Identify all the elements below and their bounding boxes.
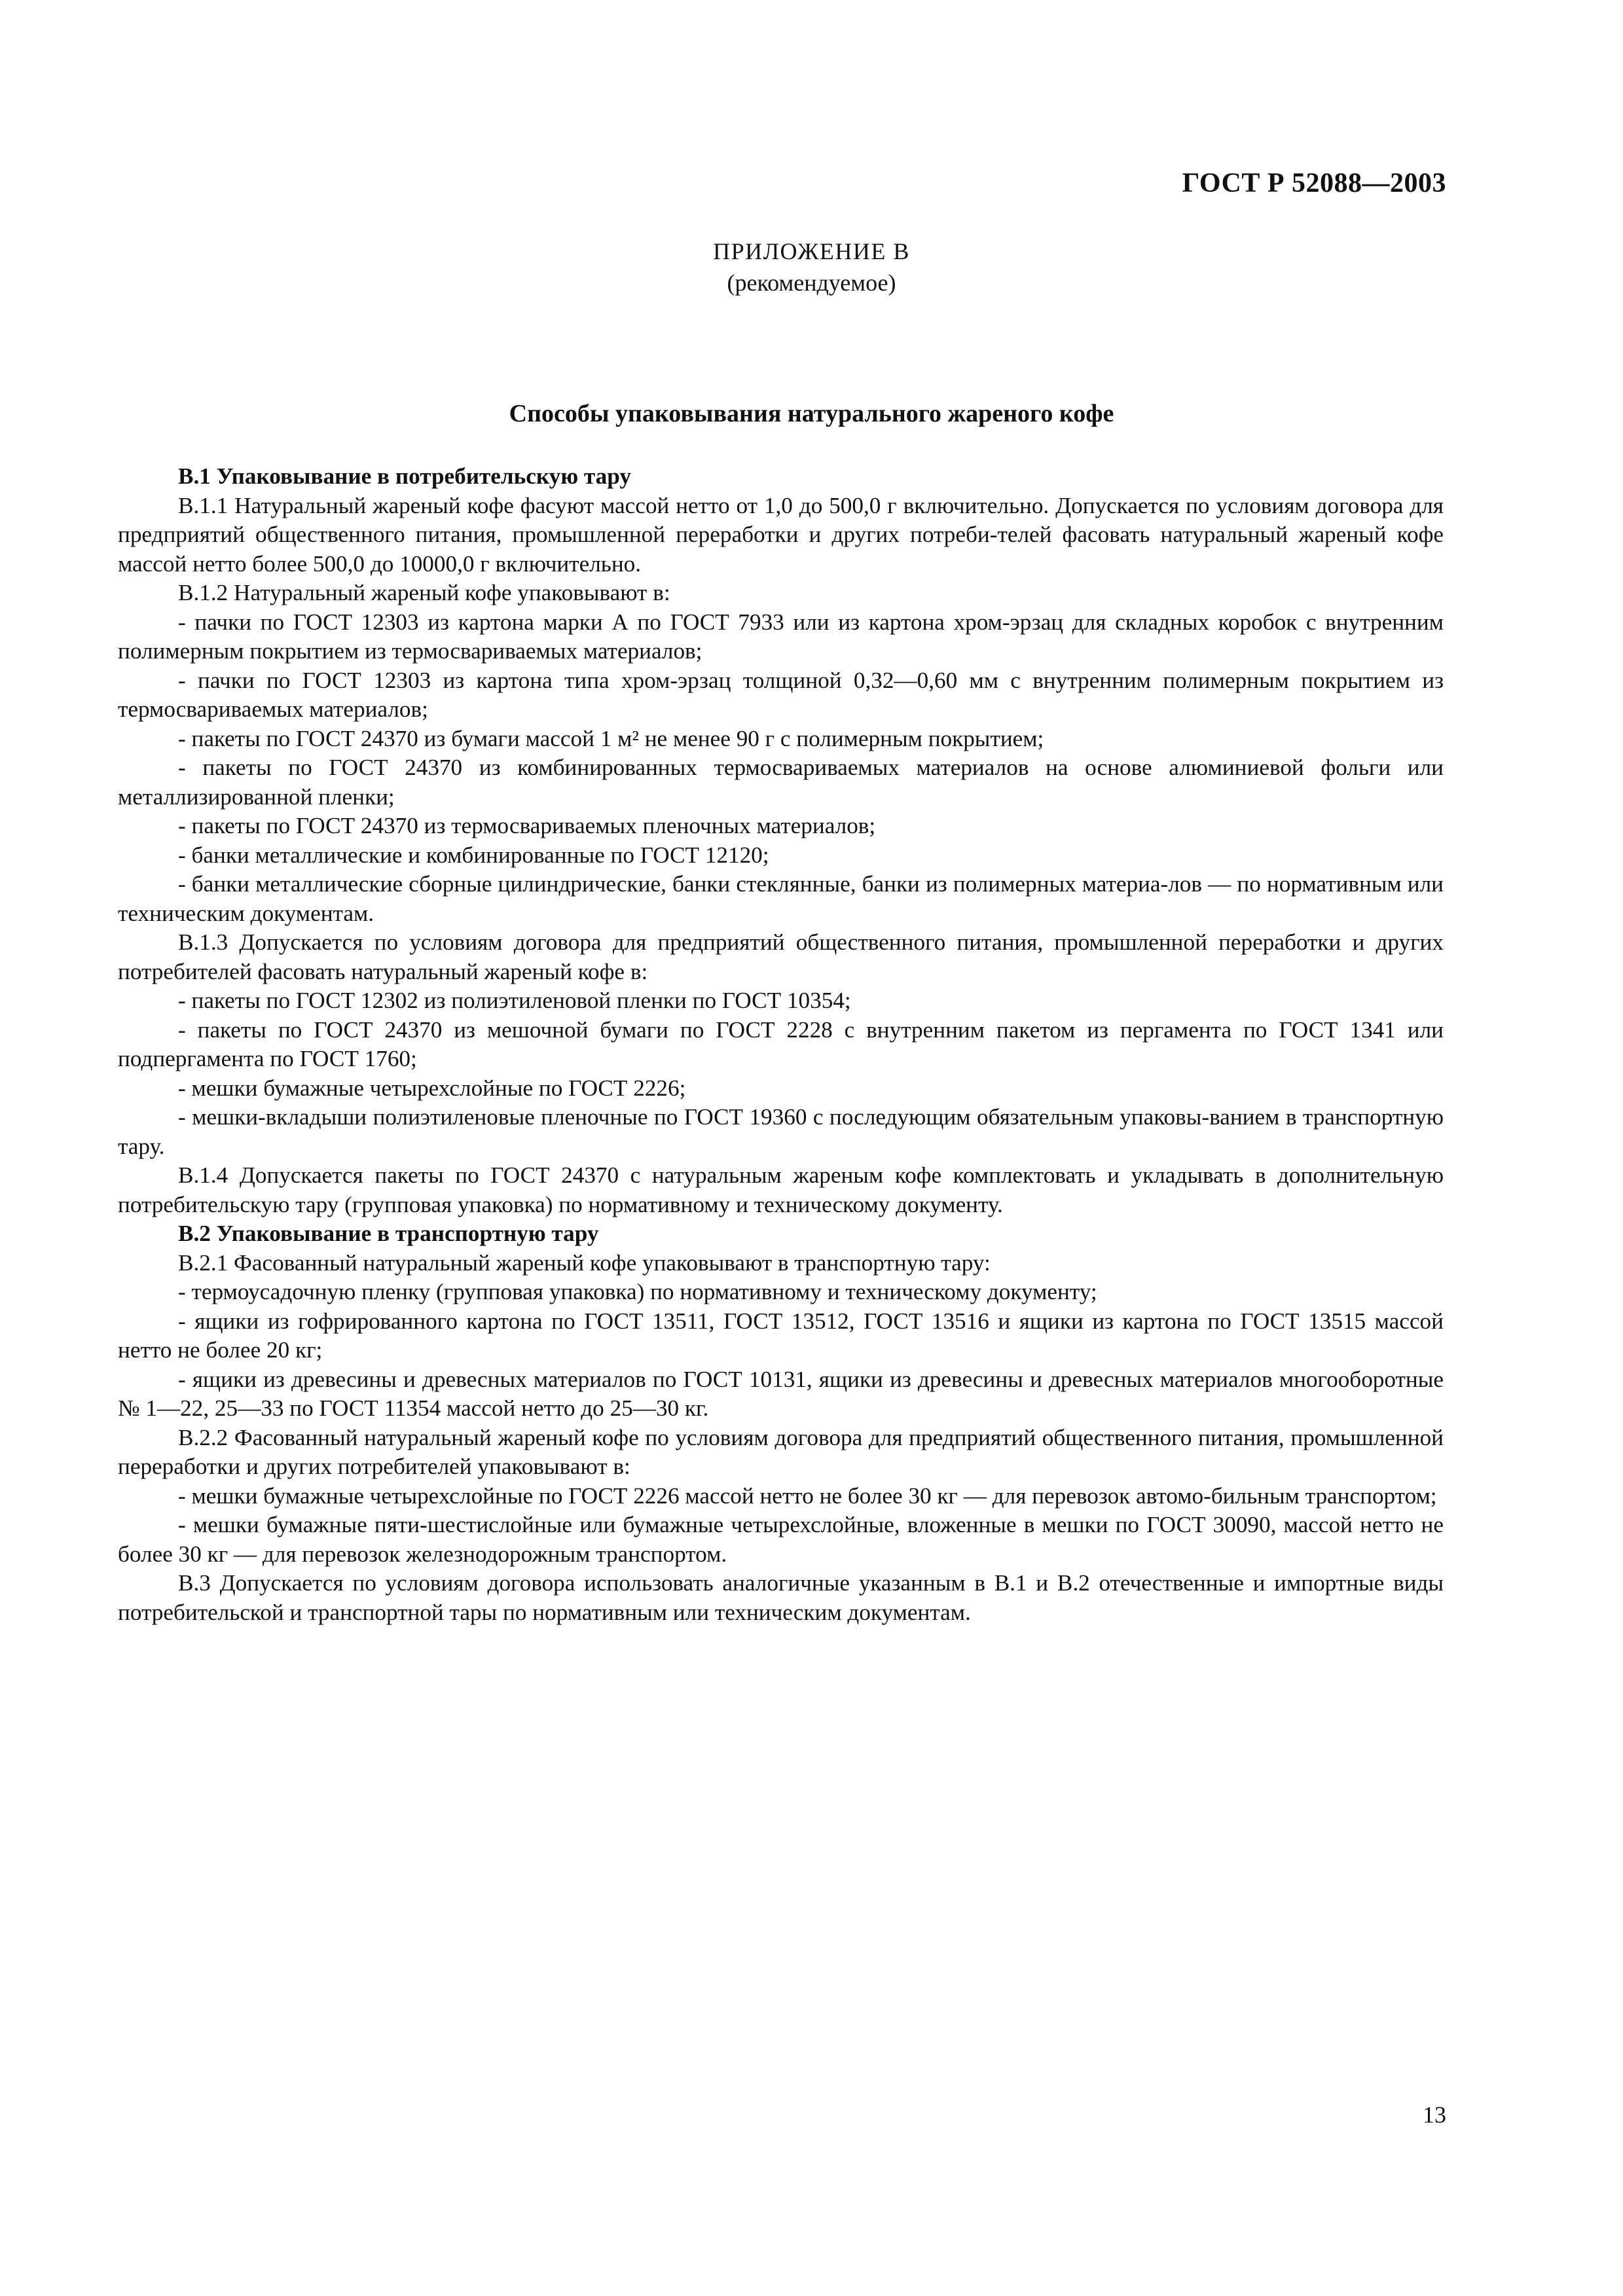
paragraph: В.2.1 Фасованный натуральный жареный кофе упаковывают в транспортную тару:: [178, 1249, 991, 1276]
paragraph: В.1 Упаковывание в потребительскую тару: [178, 463, 631, 489]
paragraph: В.3 Допускается по условиям договора использовать аналогичные указанным в В.1 и В.2 отечественные и импортные виды потребительской и транспортной тары по нормативным или техническим документам.: [118, 1570, 1444, 1625]
paragraph: - пакеты по ГОСТ 24370 из комбинированных термосвариваемых материалов на основе алюминиевой фольги или металлизированной пленки;: [118, 755, 1444, 810]
appendix-title: ПРИЛОЖЕНИЕ В: [713, 238, 910, 264]
appendix-subtitle: (рекомендуемое): [727, 270, 896, 296]
paragraph: - мешки-вкладыши полиэтиленовые пленочные по ГОСТ 19360 с последующим обязательным упаковы-ванием в транспортную тару.: [118, 1104, 1444, 1159]
paragraph: - пакеты по ГОСТ 24370 из термосвариваемых пленочных материалов;: [178, 813, 876, 838]
paragraph: - пачки по ГОСТ 12303 из картона марки А по ГОСТ 7933 или из картона хром-эрзац для складных коробок с внутренним полимерным покрытием из термосвариваемых материалов;: [118, 609, 1444, 664]
paragraph: - банки металлические и комбинированные по ГОСТ 12120;: [178, 842, 769, 868]
body-text: [118, 462, 1444, 1627]
paragraph: - пакеты по ГОСТ 24370 из мешочной бумаги по ГОСТ 2228 с внутренним пакетом из пергамента по ГОСТ 1341 или подпергамента по ГОСТ 1760;: [118, 1016, 1444, 1071]
paragraph: В.1.2 Натуральный жареный кофе упаковывают в:: [178, 580, 670, 605]
paragraph: - ящики из гофрированного картона по ГОСТ 13511, ГОСТ 13512, ГОСТ 13516 и ящики из картона по ГОСТ 13515 массой нетто не более 20 кг;: [118, 1308, 1444, 1363]
section-title: Способы упаковывания натурального жареного кофе: [509, 400, 1114, 427]
paragraph: - пакеты по ГОСТ 12302 из полиэтиленовой пленки по ГОСТ 10354;: [178, 988, 851, 1013]
paragraph: В.1.4 Допускается пакеты по ГОСТ 24370 с натуральным жареным кофе комплектовать и укладывать в дополнительную потребительскую тару (групповая упаковка) по нормативному и техническому документу.: [118, 1162, 1444, 1217]
paragraph: - ящики из древесины и древесных материалов по ГОСТ 10131, ящики из древесины и древесных материалов многооборотные № 1—22, 25—33 по ГОСТ 11354 массой нетто до 25—30 кг.: [118, 1366, 1444, 1421]
paragraph: - пакеты по ГОСТ 24370 из бумаги массой 1 м² не менее 90 г с полимерным покрытием;: [178, 725, 1044, 751]
paragraph: В.1.3 Допускается по условиям договора для предприятий общественного питания, промышленной переработки и других потребителей фасовать натуральный жареный кофе в:: [118, 929, 1444, 984]
paragraph: В.1.1 Натуральный жареный кофе фасуют массой нетто от 1,0 до 500,0 г включительно. Допускается по условиям договора для предприятий общественного питания, промышленной переработки и других потреби-телей фасовать натуральный жареный кофе массой нетто более 500,0 до 10000,0 г включительно.: [118, 492, 1444, 577]
document-code: ГОСТ Р 52088—2003: [1182, 168, 1446, 198]
paragraph: В.2.2 Фасованный натуральный жареный кофе по условиям договора для предприятий общественного питания, промышленной переработки и других потребителей упаковывают в:: [118, 1424, 1444, 1479]
paragraph: - пачки по ГОСТ 12303 из картона типа хром-эрзац толщиной 0,32—0,60 мм с внутренним полимерным покрытием из термосвариваемых материалов;: [118, 667, 1444, 722]
paragraph: - термоусадочную пленку (групповая упаковка) по нормативному и техническому документу;: [178, 1279, 1097, 1304]
paragraph: - мешки бумажные пяти-шестислойные или бумажные четырехслойные, вложенные в мешки по ГОСТ 30090, массой нетто не более 30 кг — для перевозок железнодорожным транспортом.: [118, 1512, 1444, 1567]
paragraph: - мешки бумажные четырехслойные по ГОСТ 2226;: [178, 1075, 686, 1101]
paragraph: - мешки бумажные четырехслойные по ГОСТ 2226 массой нетто не более 30 кг — для перевозок автомо-бильным транспортом;: [178, 1482, 1437, 1509]
appendix-heading: [0, 236, 1623, 298]
paragraph: - банки металлические сборные цилиндрические, банки стеклянные, банки из полимерных материа-лов — по нормативным или техническим документам.: [118, 871, 1444, 926]
page-number: 13: [1423, 2102, 1446, 2128]
paragraph: В.2 Упаковывание в транспортную тару: [178, 1221, 599, 1246]
